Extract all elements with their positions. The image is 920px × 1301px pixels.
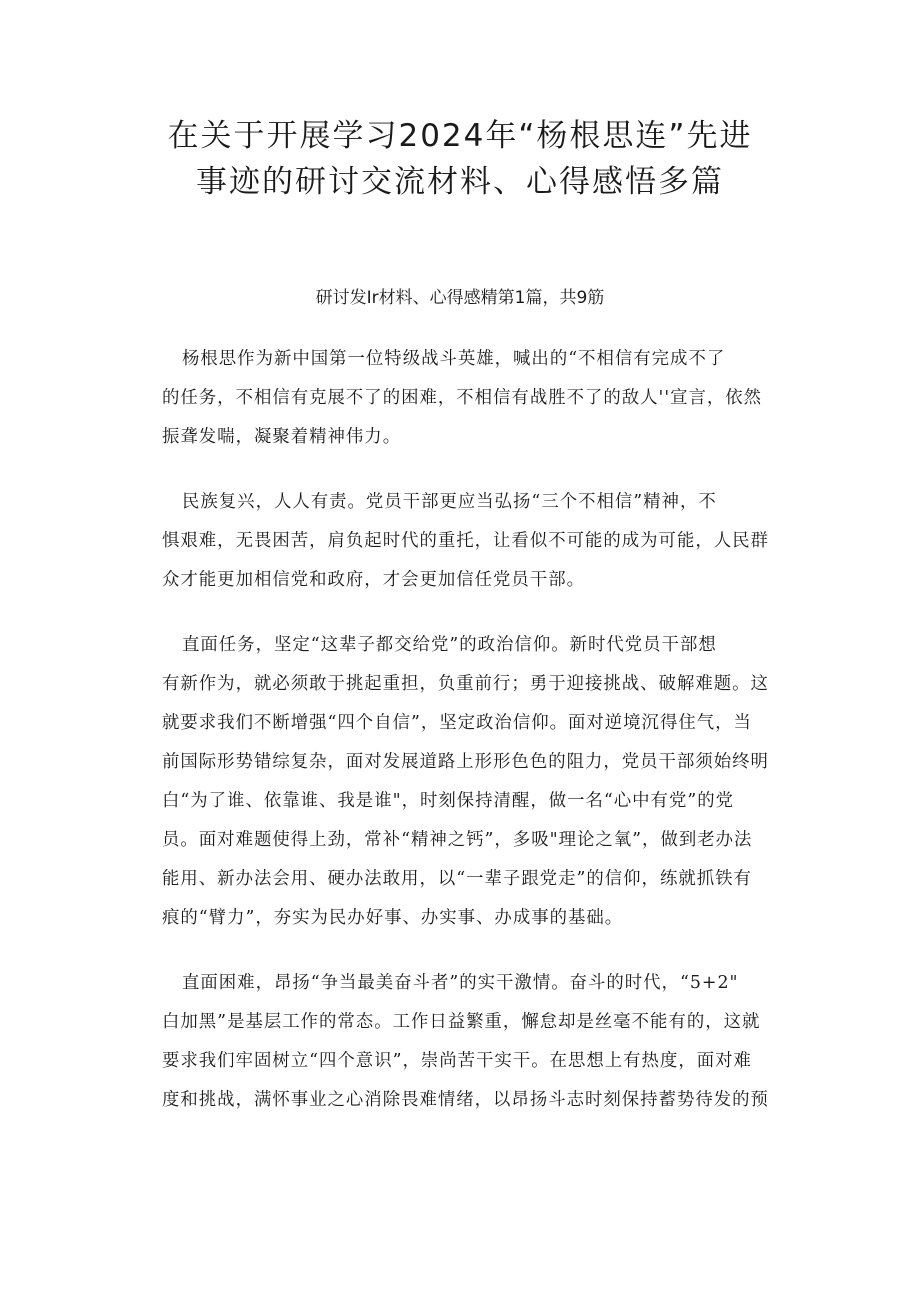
text-line: 就要求我们不断增强“四个自信”，坚定政治信仰。面对逆境沉得住气，当 (162, 713, 752, 733)
text-line: 员。面对难题使得上劲，常补“精神之钙”，多吸"理论之氧”，做到老办法 (162, 830, 753, 850)
document-body (162, 340, 769, 1146)
text-line: 要求我们牢固树立“四个意识”，崇尚苦干实干。在思想上有热度，面对难 (162, 1051, 752, 1071)
document-title-line-2: 事迹的研讨交流材料、心得感悟多篇 (196, 164, 724, 200)
text-line: 痕的“臂力”，夯实为民办好事、办实事、办成事的基础。 (162, 908, 624, 928)
text-line: 众才能更加相信党和政府，才会更加信任党员干部。 (162, 570, 585, 590)
section-subtitle: 研讨发Ir材料、心得感精第1篇，共9筋 (315, 288, 605, 308)
text-line: 直面困难，昂扬“争当最美奋斗者”的实干激情。奋斗的时代，“5+2" (182, 973, 739, 993)
text-line: 振聋发喘，凝聚着精神伟力。 (162, 427, 402, 447)
text-line: 的任务，不相信有克展不了的困难，不相信有战胜不了的敌人''宣言，依然 (162, 388, 763, 408)
text-line: 白加黑”是基层工作的常态。工作日益繁重，懈怠却是丝毫不能有的，这就 (162, 1012, 761, 1032)
text-line: 前国际形势错综复杂，面对发展道路上形形色色的阻力，党员干部须始终明 (162, 752, 769, 772)
paragraph (162, 340, 762, 457)
paragraph (162, 626, 769, 938)
text-line: 度和挑战，满怀事业之心消除畏难情绪，以昂扬斗志时刻保持蓄势待发的预 (162, 1090, 769, 1110)
document-title-line-1: 在关于开展学习2024年“杨根思连”先进 (167, 118, 753, 154)
text-line: 惧艰难，无畏困苦，肩负起时代的重托，让看似不可能的成为可能，人民群 (162, 531, 769, 551)
text-line: 杨根思作为新中国第一位特级战斗英雄，喊出的“不相信有完成不了 (182, 349, 726, 369)
text-line: 能用、新办法会用、硬办法敢用，以“一辈子跟党走”的信仰，练就抓铁有 (162, 869, 752, 889)
text-line: 直面任务，坚定“这辈子都交给党”的政治信仰。新时代党员干部想 (182, 635, 717, 655)
paragraph (162, 483, 769, 600)
text-line: 民族复兴，人人有责。党员干部更应当弘扬“三个不相信”精神，不 (182, 492, 717, 512)
text-line: 有新作为，就必须敢于挑起重担，负重前行；勇于迎接挑战、破解难题。这 (162, 674, 769, 694)
paragraph (162, 964, 769, 1120)
text-line: 白“为了谁、依靠谁、我是谁"，时刻保持清醒，做一名“心中有党”的党 (162, 791, 735, 811)
